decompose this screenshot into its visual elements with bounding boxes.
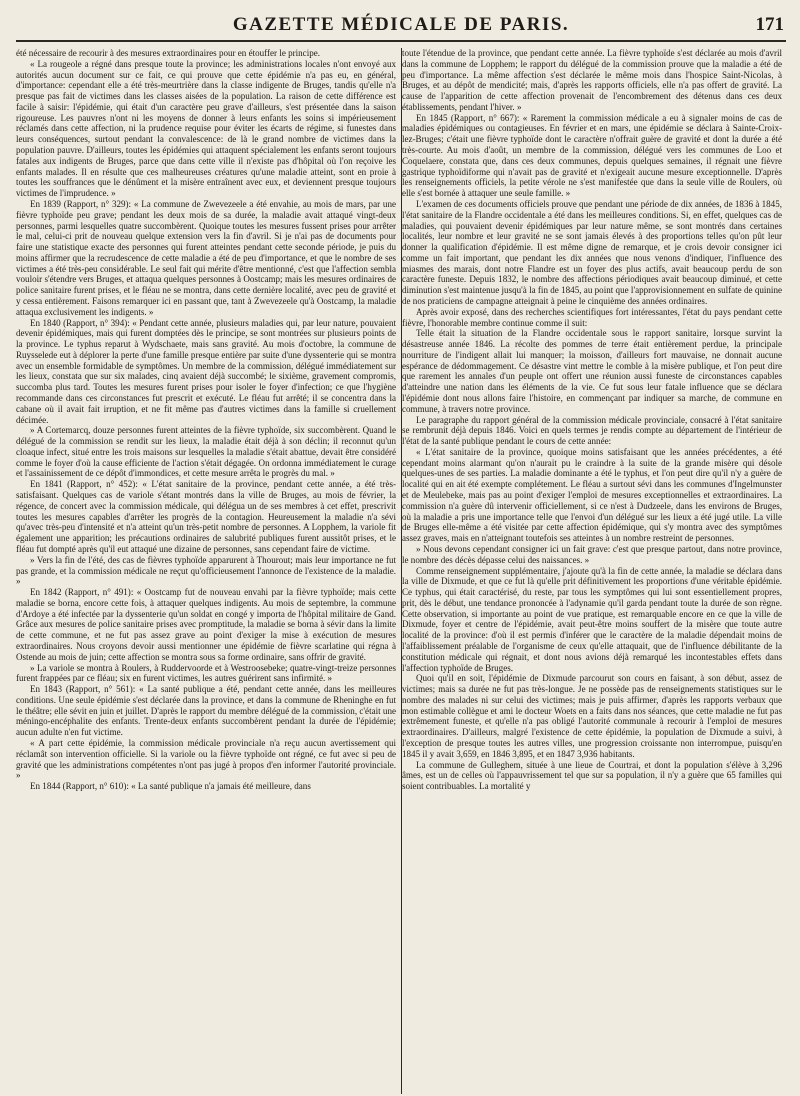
paragraph: En 1840 (Rapport, n° 394): « Pendant cette année, plusieurs maladies qui, par leur nature, pouvaient devenir épidémiques, mais qui furent domptées dès le principe, se sont montrées sur plusieurs points de la province. Le typhus reparut à Wydschaete, mais sans gravité. Au mois d'octobre, la commune de Ruysselede eut à déplorer la perte d'une famille presque entière par suite d'une dyssenterie qui se montra avec un ensemble formidable de symptômes. Un membre de la commission, délégué immédiatement sur les lieux, constata que sur six malades, cinq avaient déjà succombé; le sixième, gravement compromis, succomba plus tard. Toutes les mesures furent prises pour isoler le foyer d'infection; ce que l'hygiène recommande dans ces circonstances fut prescrit et exécuté. Le fléau fut arrêté; il se concentra dans la cabane où il avait fait irruption, et ne fit même pas d'autres victimes dans la famille si cruellement décimée. — [16, 317, 396, 425]
paragraph: Telle était la situation de la Flandre occidentale sous le rapport sanitaire, lorsque survint la désastreuse année 1846. La récolte des pommes de terre était entièrement perdue, la principale nourriture de l'indigent allait lui manquer; la moisson, d'ailleurs fort mauvaise, ne donnait aucune espérance de dédommagement. Ce désastre vint mettre le comble à la misère publique, et l'on peut dire que rarement les annales d'un peuple ont offert une réunion aussi funeste de circonstances capables d'atteindre une nation dans les éléments de la vie. Ce fut sous leur fatale influence que se déclara l'épidémie dont nous allons faire l'histoire, en commençant par indiquer sa marche, de commune en commune, à travers notre province. — [402, 328, 782, 414]
paragraph: La commune de Gulleghem, située à une lieue de Courtrai, et dont la population s'élève à 3,296 âmes, est un de celles où l'appauvrissement tel que sur sa population, il n'y a guère que 65 familles qui soient contribuables. La mortalité y — [402, 759, 782, 792]
paragraph: En 1842 (Rapport, n° 491): « Oostcamp fut de nouveau envahi par la fièvre typhoïde; mais cette maladie se borna, encore cette fois, à attaquer quelques indigents. Au mois de septembre, la commune d'Ardoye a été infectée par la dyssenterie qu'un soldat en congé y importa de l'hôpital militaire de Gand. Grâce aux mesures de police sanitaire prises avec promptitude, la maladie se borna à sévir dans la limite de cette commune, et ne fut pas assez grave au point d'exiger la mise à exécution de mesures extraordinaires. Nous croyons devoir aussi mentionner une épidémie de fièvre scarlatine qui régna à Ostende au mois de juin; cette affection se montra sous sa forme ordinaire, sans offrir de gravité. — [16, 587, 396, 662]
paragraph: En 1844 (Rapport, n° 610): « La santé publique n'a jamais été meilleure, dans — [30, 781, 311, 792]
paragraph: » La variole se montra à Roulers, à Ruddervoorde et à Westroosebeke; quatre-vingt-treize personnes furent frappées par ce fléau; six en furent victimes, les autres guérirent sans infirmité. » — [16, 662, 396, 684]
paragraph: Comme renseignement supplémentaire, j'ajoute qu'à la fin de cette année, la maladie se déclara dans la ville de Dixmude, et que ce fut là qu'elle prit définitivement les proportions d'une véritable épidémie. Ce typhus, qui était caractérisé, du reste, par tous les symptômes qui lui sont essentiellement propres, prit, dès le début, une tendance prononcée à l'adynamie qu'il garda pendant toute la durée de son règne. Cette observation, si importante au point de vue pratique, est remarquable encore en ce que la ville de Dixmude, foyer et centre de l'épidémie, avait peut-être moins souffert de la misère que toute autre localité de la province: d'où il est permis d'inférer que le caractère de la maladie dépendait moins de l'affaiblissement préalable de l'organisme de ceux qu'elle attaquait, que de l'influence débilitante de la constitution médicale qui régnait, et dont nous avions déjà remarqué les incontestables effets dans l'affection typhoïde de Bruges. — [402, 565, 782, 673]
paragraph: Quoi qu'il en soit, l'épidémie de Dixmude parcourut son cours en faisant, à son début, assez de victimes; mais sa durée ne fut pas très-longue. Je ne possède pas de renseignements statistiques sur le nombre des malades ni sur celui des victimes; mais je puis affirmer, d'après les rapports verbaux que mon estimable collègue et ami le docteur Woets en a faits dans nos séances, que cette maladie ne fut pas extrêmement funeste, et qu'elle n'a pas obligé l'autorité communale à recourir à l'emploi de mesures extraordinaires. D'ailleurs, malgré l'existence de cette épidémie, la population de Dixmude a suivi, à l'exception de presque toutes les autres villes, une progression croissante non interrompue, puisqu'en 1845 il y avait 3,659, en 1846 3,895, et en 1847 3,936 habitants. — [402, 673, 782, 759]
paragraph: En 1845 (Rapport, n° 667): « Rarement la commission médicale a eu à signaler moins de cas de maladies épidémiques ou contagieuses. En février et en mars, une épidémie se déclara à Sainte-Croix-lez-Bruges; c'était une fièvre typhoïde dont le caractère n'offrait guère de gravité et dont la durée a été très-courte. Au mois d'août, un membre de la commission, délégué vers les communes de Loo et Coquelaere, constata que, dans ces deux communes, depuis quelques semaines, il régnait une fièvre gastrique typhoïdiforme qui n'avait pas de gravité et n'exigeait aucune mesure exceptionnelle. D'après les renseignements officiels, la petite vérole ne s'est manifestée que dans la seule ville de Roulers, où elle s'est bornée à attaquer une seule famille. » — [402, 112, 782, 199]
paragraph: En 1839 (Rapport, n° 329): « La commune de Zwevezeele a été envahie, au mois de mars, par une fièvre typhoïde peu grave; pendant les deux mois de sa durée, la maladie avait attaqué vingt-deux personnes, parmi lesquelles quatre succombèrent. Quoique toutes les mesures fussent prises pour arrêter le mal, celui-ci prit de nouveau quelque extension vers la fin d'avril. Si je n'ai pas de documents pour faire une statistique exacte des personnes qui furent atteintes pendant cette seconde période, je puis du moins affirmer que la recrudescence de cette maladie a été de peu d'importance, et que le nombre de ses victimes a été très-peu considérable. Le seul fait qui mérite d'être mentionné, c'est que l'affection sembla vouloir s'étendre vers Bruges, et attaqua quelques personnes à Oostcamp; mais les mesures ordinaires de police sanitaire furent prises, et le fléau ne se montra, dans cette dernière localité, avec peu de gravité et y cessa entièrement. Faisons remarquer ici en passant que, tant à Zwevezeele qu'à Oostcamp, la maladie attaqua exclusivement les indigents. » — [16, 198, 396, 317]
paragraph: En 1841 (Rapport, n° 452): « L'état sanitaire de la province, pendant cette année, a été très-satisfaisant. Quelques cas de variole s'étant montrés dans la ville de Bruges, au mois de février, la régence, de concert avec la commission médicale, qui délégua un de ses membres à cet effet, prescrivit toutes les mesures capables d'arrêter les progrès de la contagion. Heureusement la maladie n'a sévi qu'avec très-peu d'intensité et n'a atteint qu'un très-petit nombre de personnes. A Lopphem, la variole fit également une apparition; les précautions ordinaires de salubrité publiques furent aussitôt prises, et le fléau fut dompté après qu'il eut attaqué une dizaine de personnes, sans cependant faire de victime. — [16, 479, 396, 554]
paragraph: » Vers la fin de l'été, des cas de fièvres typhoïde apparurent à Thourout; mais leur importance ne fut pas grande, et la commission médicale ne reçut qu'officieusement l'annonce de l'existence de la maladie. » — [16, 554, 396, 587]
text-columns — [16, 48, 786, 1094]
page-number: 171 — [755, 14, 784, 35]
paragraph: été nécessaire de recourir à des mesures extraordinaires pour en étouffer le principe. — [16, 48, 321, 58]
paragraph: En 1843 (Rapport, n° 561): « La santé publique a été, pendant cette année, dans les meilleures conditions. Une seule épidémie s'est déclarée dans la province, et dans la commune de Rheninghe en fut le théâtre; elle sévit en juin et juillet. D'après le rapport du membre délégué de la commission, c'était une méningo-encéphalite des enfants. Trente-deux enfants succombèrent pendant la durée de l'épidémie; aucun adulte n'en fut victime. — [16, 684, 396, 738]
paragraph: » A Cortemarcq, douze personnes furent atteintes de la fièvre typhoïde, six succombèrent. Quand le délégué de la commission se rendit sur les lieux, la maladie était déjà à son déclin; il reconnut qu'un cloaque infect, situé entre les trois maisons sur lesquelles la maladie s'était abattue, devait être considéré comme le foyer d'où la cause efficiente de l'action s'était dégagée. On ordonna immédiatement le curage et l'assainissement de ce dépôt d'immondices, et cette mesure arrêta le progrès du mal. » — [16, 425, 396, 479]
paragraph: « La rougeole a régné dans presque toute la province; les administrations locales n'ont envoyé aux autorités aucun document sur ce fait, ce qui prouve que cette épidémie n'a pas eu, en général, d'importance: cependant elle a été très-meurtrière dans la classe indigente de Bruges, tandis qu'elle n'a presque pas fait de victimes dans les classes aisées de la population. La raison de cette différence est facile à saisir: l'épidémie, qui était d'un caractère peu grave d'ailleurs, s'est présentée dans la saison rigoureuse. Les pauvres n'ont ni les moyens de donner à leurs enfants les soins si impérieusement réclamés dans cette affection, ni la prudence requise pour éviter les écarts de régime, si funestes dans leurs conséquences, surtout pendant la convalescence: de là le grand nombre de victimes dans la population pauvre. D'ailleurs, toutes les épidémies qui attaquent spécialement les enfants seront toujours fatales aux indigents de Bruges, parce que dans cette ville il n'existe pas d'hôpital où l'on reçoive les enfants malades. Il en résulte que ces malheureuses créatures qu'une maladie atteint, sont en proie à toutes les souffrances que le dénûment et la misère entraînent avec eux, et deviennent presque toujours victimes de l'imprudence. » — [16, 58, 396, 199]
paragraph: « L'état sanitaire de la province, quoique moins satisfaisant que les années précédentes, a été cependant moins alarmant qu'on n'aurait pu le craindre à la suite de la grande misère qui désole quelques-unes de ses parties. La maladie dominante a été le typhus, et l'on peut dire qu'il n'y a guère de localité qui en ait été exempte complétement. Le fléau a surtout sévi dans les communes d'Ingelmunster et de Meulebeke, mais pas au point d'exiger l'emploi de mesures exceptionnelles et extraordinaires. La commission n'a guère dû intervenir officiellement, si ce n'est à Dudzeele, dans les environs de Bruges, où la maladie a pris une importance telle que l'envoi d'un délégué sur les lieux a été jugé utile. La ville de Bruges elle-même a été visitée par cette affection épidémique, qui s'y montra avec des symptômes assez graves, mais en n'atteignant toutefois ses atteintes à un nombre restreint de personnes. — [402, 446, 782, 544]
paragraph: toute l'étendue de la province, que pendant cette année. La fièvre typhoïde s'est déclarée au mois d'avril dans la commune de Lopphem; le rapport du délégué de la commission prouve que la maladie a été de peu d'importance. La même affection s'est déclarée le même mois dans l'hospice Saint-Nicolas, à Bruges, et au dépôt de mendicité; mais, d'après les rapports officiels, elle n'a pas offert de gravité. La cause de l'apparition de cette affection provenait de l'encombrement des détenus dans ces deux établissements, pendant l'hiver. » — [402, 48, 782, 112]
paragraph: « A part cette épidémie, la commission médicale provinciale n'a reçu aucun avertissement qui réclamât son intervention officielle. Si la variole ou la fièvre typhoïde ont régné, ce fut avec si peu de gravité que les administrations compétentes n'ont pas jugé à propos d'en informer l'autorité provinciale. » — [16, 738, 396, 781]
paragraph: L'examen de ces documents officiels prouve que pendant une période de dix années, de 1836 à 1845, l'état sanitaire de la Flandre occidentale a été dans les meilleures conditions. Si, en effet, quelques cas de maladies, qui pouvaient devenir épidémiques par leur nature même, se sont montrés dans certaines localités, leur nombre et leur gravité ne se sont jamais élevés à des proportions telles qu'on pût leur donner la qualification d'épidémie. Il est même digne de remarque, et je crois devoir consigner ici comme un fait important, que pendant les dix années que nous venons d'indiquer, l'influence des miasmes des marais, dont notre Flandre est un foyer des plus actifs, avait beaucoup perdu de son caractère funeste. Depuis 1832, le nombre des affections périodiques avait beaucoup diminué, et cette diminution s'est maintenue jusqu'à la fin de 1845, au point que l'approvisionnement en sulfate de quinine de nos praticiens de campagne atteignait à peine le cinquième des années ordinaires. — [402, 198, 782, 306]
paragraph: Après avoir exposé, dans des recherches scientifiques fort intéressantes, l'état du pays pendant cette fièvre, l'honorable membre continue comme il suit: — [402, 306, 782, 328]
paragraph: Le paragraphe du rapport général de la commission médicale provinciale, consacré à l'état sanitaire se rembrunit déjà depuis 1846. Voici en quels termes je rendis compte au département de l'intérieur de l'état de la santé publique pendant le cours de cette année: — [402, 414, 782, 447]
masthead-title: GAZETTE MÉDICALE DE PARIS. — [232, 14, 570, 35]
paragraph: » Nous devons cependant consigner ici un fait grave: c'est que presque partout, dans notre province, le nombre des décès dépasse celui des naissances. » — [402, 543, 782, 565]
page-header — [16, 10, 786, 42]
column-right — [402, 48, 782, 1094]
column-left — [16, 48, 396, 1094]
